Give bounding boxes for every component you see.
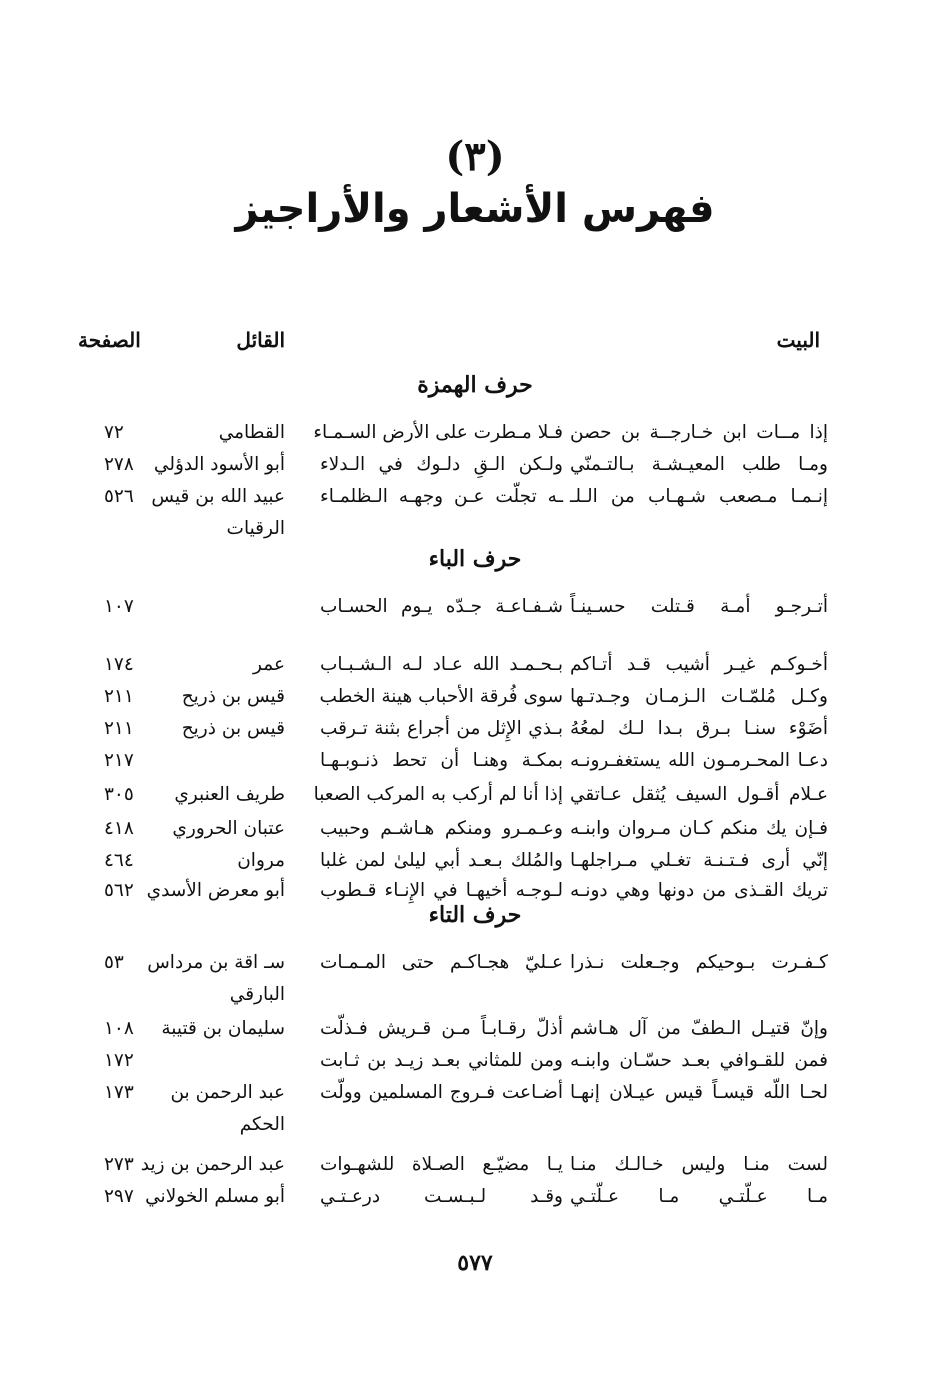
section-heading: حرف الهمزة (417, 372, 533, 398)
index-row (0, 948, 950, 978)
page-reference: ١٧٣ (104, 1082, 134, 1103)
poet-name-continuation: البارقي (229, 984, 285, 1005)
page-reference: ٥٣ (104, 952, 124, 973)
verse-first-hemistich: تريك القـذى من دونها وهي دونـه (570, 880, 828, 901)
poet-name-continuation: الرقيات (226, 518, 285, 539)
page-reference: ٢٩٧ (104, 1186, 134, 1207)
verse-first-hemistich: إنـمـا مـصعب شـهـاب من الـلـ (570, 486, 828, 507)
index-row (0, 1182, 950, 1212)
poet-name: القطامي (218, 422, 285, 443)
poet-name: سليمان بن قتيبة (161, 1018, 285, 1039)
verse-second-hemistich: إذا أنا لم أركب به المركب الصعبا (313, 784, 563, 805)
verse-second-hemistich: عـليّ هجـاكـم حتى المـمـات (320, 952, 563, 973)
verse-first-hemistich: دعـا المحـرمـون الله يستغفـرونـه (570, 750, 828, 771)
section-heading: حرف التاء (428, 902, 522, 928)
header-verse: البيت (776, 328, 820, 352)
index-row (0, 1046, 950, 1076)
index-row (0, 450, 950, 480)
page-reference: ٢١١ (104, 686, 134, 707)
poet-name: أبو مسلم الخولاني (145, 1186, 285, 1207)
poet-name: عبد الرحمن بن زيد (140, 1154, 285, 1175)
index-row (0, 746, 950, 776)
header-poet: القائل (236, 328, 285, 352)
verse-first-hemistich: لست منـا وليس خـالـك منـا (570, 1154, 828, 1175)
verse-second-hemistich: أذلّ رقـابـاً مـن قـريش فـذلّت (320, 1018, 563, 1039)
verse-second-hemistich: ومن للمثاني بعـد زيـد بن ثـابت (320, 1050, 563, 1071)
verse-second-hemistich: شـفـاعـة جـدّه يـوم الحسـاب (320, 596, 563, 617)
poet-name: عبد الرحمن بن (170, 1082, 285, 1103)
poet-name: عبيد الله بن قيس (151, 486, 285, 507)
verse-first-hemistich: مـا عـلّتـي مـا عـلّتـي (570, 1186, 828, 1207)
poet-name-continuation: الحكم (239, 1114, 285, 1135)
index-row (0, 846, 950, 876)
poet-name: عتبان الحروري (172, 818, 285, 839)
verse-second-hemistich: فـلا مـطرت على الأرض السـمـاء (313, 422, 563, 443)
verse-first-hemistich: كـفـرت بـوحيكم وجـعلت نـذرا (570, 952, 828, 973)
index-row (0, 418, 950, 448)
index-number: (٣) (445, 133, 505, 180)
verse-second-hemistich: ـه تجلّت عـن وجهـه الـظلمـاء (320, 486, 563, 507)
verse-first-hemistich: أخـوكـم غيـر أشيب قـد أتـاكم (570, 654, 828, 675)
index-row (0, 714, 950, 744)
index-row (0, 780, 950, 810)
page-reference: ٤٦٤ (104, 850, 134, 871)
poet-name: طريف العنبري (174, 784, 285, 805)
index-row (0, 1150, 950, 1180)
poet-name: قيس بن ذريح (181, 718, 285, 739)
poet-name: أبو الأسود الدؤلي (153, 454, 285, 475)
page-reference: ١٠٧ (104, 596, 134, 617)
verse-first-hemistich: فـإن يك منكم كـان مـروان وابنـه (570, 818, 828, 839)
page-reference: ١٠٨ (104, 1018, 134, 1039)
verse-second-hemistich: سوى فُرقة الأحباب هينة الخطب (319, 686, 563, 707)
page-reference: ٢٧٣ (104, 1154, 134, 1175)
page-reference: ٥٦٢ (104, 880, 134, 901)
page-reference: ٣٠٥ (104, 784, 134, 805)
page-reference: ١٧٤ (104, 654, 134, 675)
index-row (0, 1014, 950, 1044)
section-heading: حرف الباء (428, 546, 522, 572)
page-title: فهرس الأشعار والأراجيز (235, 186, 715, 232)
verse-first-hemistich: أتـرجـو أمـة قـتلت حسـينـاً (570, 596, 828, 617)
verse-first-hemistich: وكـل مُلمّـات الـزمـان وجـدتـها (570, 686, 828, 707)
verse-second-hemistich: بـحـمـد الله عـاد لـه الـشـبـاب (320, 654, 563, 675)
page-reference: ٥٢٦ (104, 486, 134, 507)
page-reference: ٧٢ (104, 422, 124, 443)
verse-first-hemistich: أضَوْء سنـا بـرق بـدا لـك لمعُهُ (570, 718, 828, 739)
verse-second-hemistich: ولـكن الـقِ دلـوك في الـدلاء (320, 454, 563, 475)
verse-second-hemistich: لـوجـه أخيهـا في الإِنـاء قـطوب (320, 880, 563, 901)
verse-second-hemistich: وعـمـرو ومنكم هـاشـم وحبيب (320, 818, 563, 839)
verse-first-hemistich: إنّي أرى فـتـنـة تغـلي مـراجلهـا (570, 850, 828, 871)
header-page: الصفحة (78, 328, 141, 352)
poet-name: مروان (237, 850, 285, 871)
page-reference: ٤١٨ (104, 818, 134, 839)
verse-second-hemistich: بمكـة وهنـا أن تحط ذنـوبـهـا (320, 750, 563, 771)
verse-first-hemistich: لحـا اللّه قيسـاً قيس عيـلان إنهـا (570, 1082, 828, 1103)
verse-second-hemistich: وقـد لـبـسـت درعـتـي (320, 1186, 563, 1207)
poet-name: قيس بن ذريح (181, 686, 285, 707)
index-row (0, 1078, 950, 1108)
verse-first-hemistich: إذا مــات ابن خـارجــة بن حصن (570, 422, 828, 443)
index-row (0, 482, 950, 512)
index-row (0, 650, 950, 680)
page-reference: ١٧٢ (104, 1050, 134, 1071)
page-reference: ٢٧٨ (104, 454, 134, 475)
index-row (0, 814, 950, 844)
verse-first-hemistich: وإنّ قتيـل الـطفّ من آل هـاشم (570, 1018, 828, 1039)
poet-name: أبو معرض الأسدي (146, 880, 285, 901)
verse-first-hemistich: فمن للقـوافي بعـد حسّـان وابنـه (570, 1050, 828, 1071)
verse-second-hemistich: أضـاعت فـروج المسلمين وولّت (320, 1082, 563, 1103)
poet-name: عمر (253, 654, 285, 675)
page-reference: ٢١٧ (104, 750, 134, 771)
poet-name: سـ اقة بن مرداس (147, 952, 285, 973)
verse-second-hemistich: والمُلك بـعـد أبي ليلىٰ لمن غلبا (320, 850, 563, 871)
verse-second-hemistich: يـا مضيّـع الصـلاة للشهـوات (320, 1154, 563, 1175)
verse-first-hemistich: عـلام أقـول السيف يُثقل عـاتقي (570, 784, 828, 805)
index-row (0, 682, 950, 712)
verse-second-hemistich: بـذي الإِثل من أجراع بثنة تـرقب (320, 718, 563, 739)
index-row (0, 592, 950, 622)
page-number: ٥٧٧ (457, 1250, 493, 1276)
page-reference: ٢١١ (104, 718, 134, 739)
verse-first-hemistich: ومـا طلب المعيـشـة بـالتـمنّي (570, 454, 828, 475)
